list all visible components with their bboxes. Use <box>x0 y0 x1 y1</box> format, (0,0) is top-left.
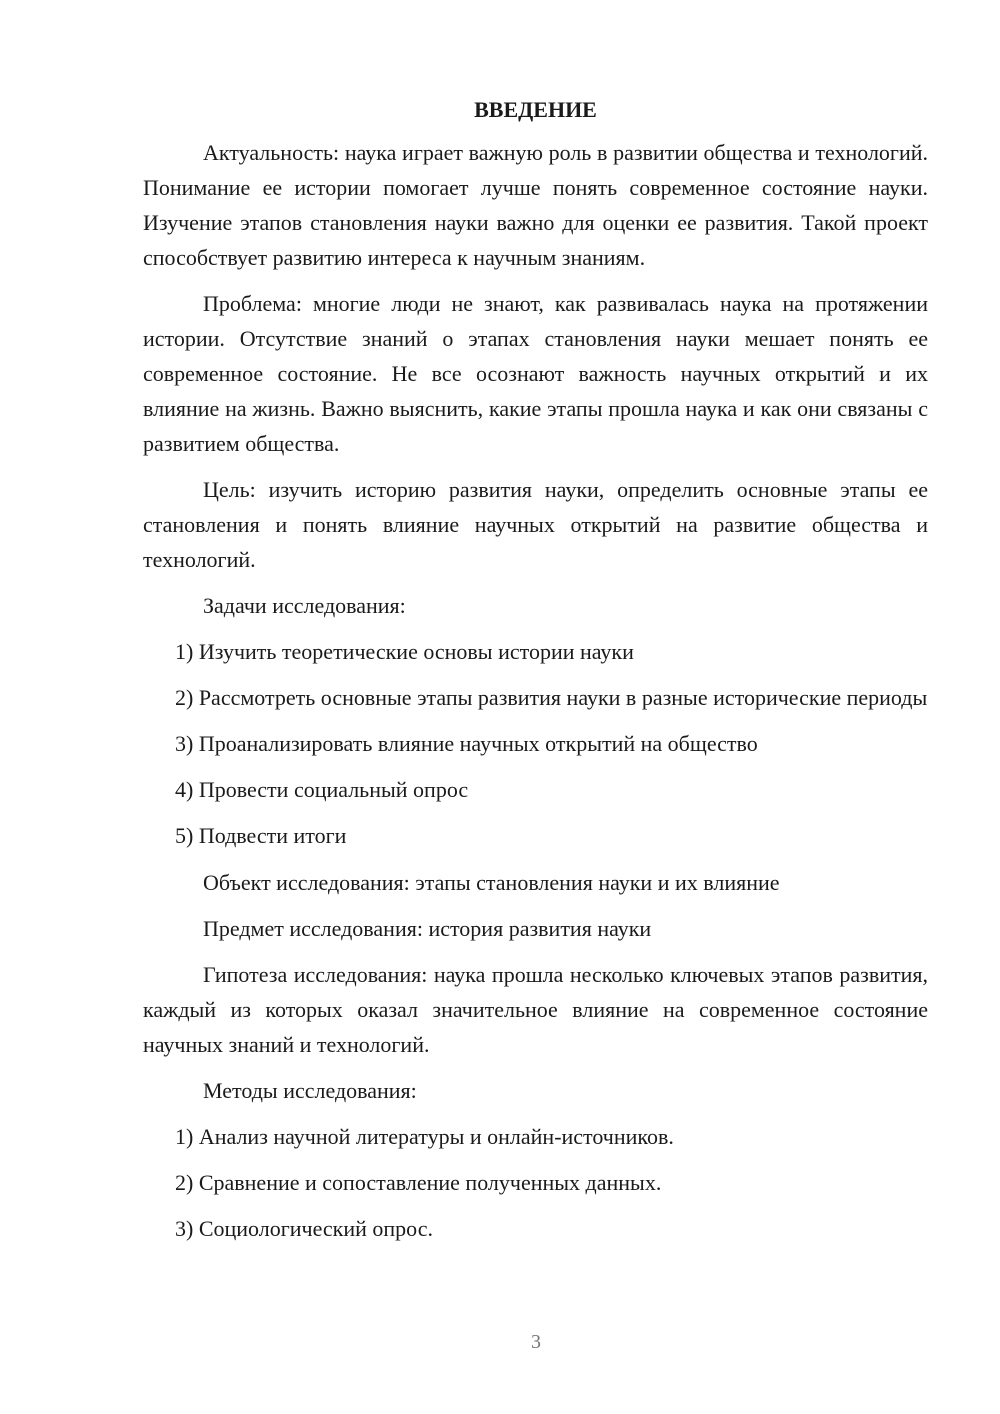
page-number: 3 <box>531 1331 541 1353</box>
paragraph-hypothesis: Гипотеза исследования: наука прошла несколько ключевых этапов развития, каждый из которых оказал значительное влияние на современное состояние научных знаний и технологий. <box>143 962 928 1057</box>
paragraph-goal: Цель: изучить историю развития науки, определить основные этапы ее становления и понять влияние научных открытий на развитие общества и технологий. <box>143 477 928 572</box>
task-item-2: 2) Рассмотреть основные этапы развития науки в разные исторические периоды <box>175 685 928 710</box>
method-item-3: 3) Социологический опрос. <box>175 1216 433 1241</box>
paragraph-subject: Предмет исследования: история развития науки <box>203 916 652 941</box>
task-item-5: 5) Подвести итоги <box>175 823 347 848</box>
task-item-1: 1) Изучить теоретические основы истории науки <box>175 639 634 664</box>
paragraph-relevance: Актуальность: наука играет важную роль в развитии общества и технологий. Понимание ее истории помогает лучше понять современное состояние науки. Изучение этапов становления науки важно для оценки ее развития. Такой проект способствует развитию интереса к научным знаниям. <box>143 140 928 270</box>
task-item-4: 4) Провести социальный опрос <box>175 777 469 802</box>
page-content <box>143 96 928 1246</box>
tasks-heading: Задачи исследования: <box>203 593 406 618</box>
task-item-3: 3) Проанализировать влияние научных открытий на общество <box>175 731 758 756</box>
method-item-2: 2) Сравнение и сопоставление полученных данных. <box>175 1170 662 1195</box>
paragraph-problem: Проблема: многие люди не знают, как развивалась наука на протяжении истории. Отсутствие знаний о этапах становления науки мешает понять ее современное состояние. Не все осознают важность научных открытий и их влияние на жизнь. Важно выяснить, какие этапы прошла наука и как они связаны с развитием общества. <box>143 291 928 456</box>
methods-heading: Методы исследования: <box>203 1078 417 1103</box>
section-title: ВВЕДЕНИЕ <box>474 97 597 122</box>
paragraph-object: Объект исследования: этапы становления науки и их влияние <box>203 870 780 895</box>
method-item-1: 1) Анализ научной литературы и онлайн-источников. <box>175 1124 674 1149</box>
